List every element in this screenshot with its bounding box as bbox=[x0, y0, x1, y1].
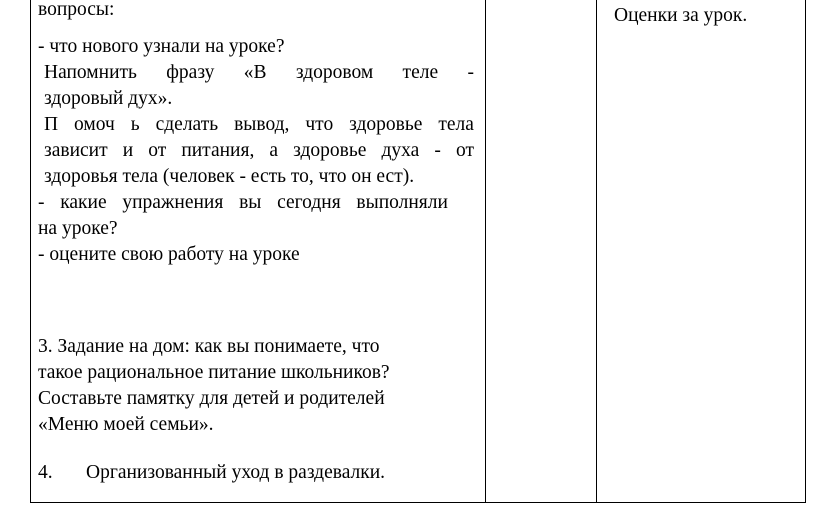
table-border-col2 bbox=[485, 0, 486, 503]
item-number: 4. bbox=[38, 462, 53, 483]
word: сегодня bbox=[277, 192, 341, 213]
word: выполняли bbox=[356, 192, 448, 213]
word: какие bbox=[60, 192, 107, 213]
word: упражнения bbox=[122, 192, 224, 213]
conclusion-line-1 bbox=[38, 112, 474, 138]
dismissal-item bbox=[38, 460, 385, 486]
word: П bbox=[44, 114, 59, 135]
question-self-assessment: - оцените свою работу на уроке bbox=[38, 244, 300, 265]
word: «В bbox=[243, 62, 267, 83]
homework-block bbox=[38, 334, 390, 438]
word: тела bbox=[438, 114, 474, 135]
homework-line-1: 3. Задание на дом: как вы понимаете, что bbox=[38, 336, 380, 357]
item-text: Организованный уход в раздевалки. bbox=[86, 462, 386, 483]
section-heading: вопросы: bbox=[38, 0, 115, 20]
word: - bbox=[434, 140, 441, 161]
word: духа bbox=[381, 140, 420, 161]
questions-block bbox=[38, 34, 474, 268]
remind-phrase-line-1 bbox=[38, 60, 474, 86]
homework-line-3: Составьте памятку для детей и родителей bbox=[38, 388, 385, 409]
word: ь bbox=[130, 114, 140, 135]
word: теле bbox=[402, 62, 439, 83]
conclusion-line-2 bbox=[38, 138, 474, 164]
table-border-right bbox=[805, 0, 806, 503]
word: вывод, bbox=[234, 114, 290, 135]
remind-phrase-line-2: здоровый дух». bbox=[44, 88, 173, 109]
table-border-left bbox=[30, 0, 31, 503]
word: - bbox=[467, 62, 474, 83]
homework-line-4: «Меню моей семьи». bbox=[38, 414, 214, 435]
word: Напомнить bbox=[44, 62, 137, 83]
word: - bbox=[38, 192, 45, 213]
table-border-col3 bbox=[596, 0, 597, 503]
word: что bbox=[305, 114, 334, 135]
word: здоровье bbox=[293, 140, 367, 161]
word: от bbox=[455, 140, 474, 161]
word: вы bbox=[239, 192, 262, 213]
word: зависит bbox=[44, 140, 108, 161]
word: сделать bbox=[155, 114, 219, 135]
word: от bbox=[148, 140, 167, 161]
word: здоровье bbox=[349, 114, 423, 135]
question-what-new: - что нового узнали на уроке? bbox=[38, 36, 285, 57]
word: питания, bbox=[181, 140, 255, 161]
homework-line-2: такое рациональное питание школьников? bbox=[38, 362, 390, 383]
grades-cell bbox=[614, 3, 747, 29]
word: и bbox=[122, 140, 134, 161]
word: здоровом bbox=[295, 62, 374, 83]
conclusion-line-3: здоровья тела (человек - есть то, что он ест). bbox=[44, 166, 415, 187]
word: а bbox=[269, 140, 279, 161]
table-border-bottom bbox=[30, 502, 806, 503]
question-exercises-line-1 bbox=[38, 190, 448, 216]
question-exercises-line-2: на уроке? bbox=[38, 218, 118, 239]
word: омоч bbox=[74, 114, 115, 135]
word: фразу bbox=[166, 62, 215, 83]
grades-label: Оценки за урок. bbox=[614, 5, 748, 26]
